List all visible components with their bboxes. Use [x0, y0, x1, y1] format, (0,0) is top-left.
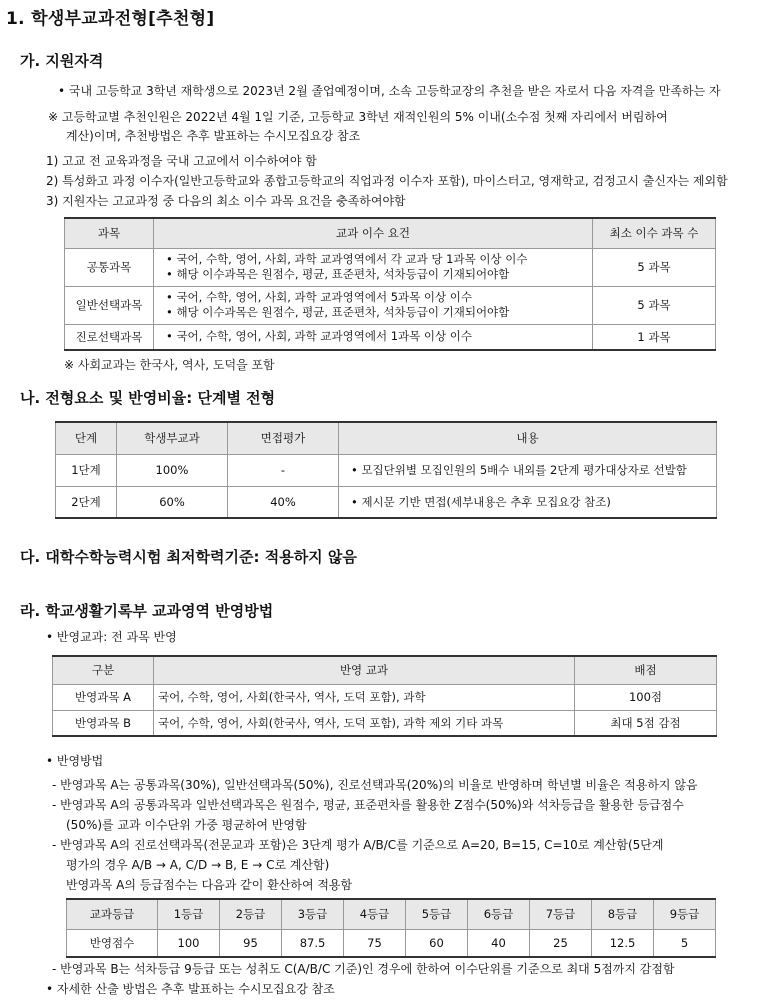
- method-line-4: - 반영과목 B는 석차등급 9등급 또는 성취도 C(A/B/C 기준)인 경우에 한하여 이수단위를 기준으로 최대 5점까지 감점함: [52, 962, 675, 976]
- content-cell: • 모집단위별 모집인원의 5배수 내외를 2단계 평가대상자로 선발함: [339, 454, 717, 486]
- table-header: 반영 교과: [154, 656, 575, 684]
- table-row: [56, 486, 717, 518]
- table-header: 면접평가: [228, 422, 339, 454]
- grade-header: 5등급: [406, 899, 468, 929]
- grade-score-cell: 40: [468, 929, 530, 957]
- requirement-item-3: 3) 지원자는 고교과정 중 다음의 최소 이수 과목 요건을 충족하여야함: [46, 194, 406, 208]
- grade-header: 1등급: [158, 899, 220, 929]
- table-row: [65, 248, 716, 286]
- method-line-3b: 평가의 경우 A/B → A, C/D → B, E → C로 계산함): [66, 858, 330, 872]
- grade-score-cell: 25: [530, 929, 592, 957]
- grade-score-cell: 75: [344, 929, 406, 957]
- table-row: [67, 929, 716, 957]
- subjects-cell: 국어, 수학, 영어, 사회(한국사, 역사, 도덕 포함), 과학: [154, 684, 575, 710]
- grade-score-cell: 12.5: [592, 929, 654, 957]
- table-header: 교과 이수 요건: [154, 218, 593, 248]
- grade-header: 6등급: [468, 899, 530, 929]
- table-header: 학생부교과: [117, 422, 228, 454]
- grade-score-cell: 100: [158, 929, 220, 957]
- subjects-cell: 국어, 수학, 영어, 사회(한국사, 역사, 도덕 포함), 과학 제외 기타 과목: [154, 710, 575, 736]
- table-row: [53, 710, 717, 736]
- recommend-note-line1: ※ 고등학교별 추천인원은 2022년 4월 1일 기준, 고등학교 3학년 재적인원의 5% 이내(소수점 첫째 자리에서 버림하여: [48, 110, 668, 124]
- table-row: [53, 684, 717, 710]
- row-label: 반영점수: [67, 929, 158, 957]
- method-line-1: - 반영과목 A는 공통과목(30%), 일반선택과목(50%), 진로선택과목(20%)의 비율로 반영하며 학년별 비율은 적용하지 않음: [52, 778, 698, 792]
- school-record-cell: 100%: [117, 454, 228, 486]
- grade-score-cell: 95: [220, 929, 282, 957]
- table-header: 배점: [575, 656, 717, 684]
- stage-cell: 2단계: [56, 486, 117, 518]
- subject-cell: 공통과목: [65, 248, 154, 286]
- requirement-item-1: 1) 고교 전 교육과정을 국내 고교에서 이수하여야 함: [46, 154, 317, 168]
- score-cell: 최대 5점 감점: [575, 710, 717, 736]
- reflected-subject-table: [52, 655, 717, 737]
- count-cell: 1 과목: [593, 324, 716, 350]
- grade-header: 7등급: [530, 899, 592, 929]
- table-header: 교과등급: [67, 899, 158, 929]
- method-title: • 반영방법: [46, 754, 104, 768]
- reflected-subjects-text: • 반영교과: 전 과목 반영: [46, 630, 177, 644]
- interview-cell: 40%: [228, 486, 339, 518]
- table-row: [56, 454, 717, 486]
- interview-cell: -: [228, 454, 339, 486]
- method-line-2a: - 반영과목 A의 공통과목과 일반선택과목은 원점수, 평균, 표준편차를 활용한 Z점수(50%)와 석차등급을 활용한 등급점수: [52, 798, 684, 812]
- section-ra-heading: 라. 학교생활기록부 교과영역 반영방법: [20, 602, 274, 620]
- table-header: 내용: [339, 422, 717, 454]
- grade-header: 2등급: [220, 899, 282, 929]
- requirement-line: • 해당 이수과목은 원점수, 평균, 표준편차, 석차등급이 기재되어야함: [166, 267, 510, 281]
- subject-cell: 일반선택과목: [65, 286, 154, 324]
- type-cell: 반영과목 B: [53, 710, 154, 736]
- grade-header: 9등급: [654, 899, 716, 929]
- method-line-2b: (50%)를 교과 이수단위 가중 평균하여 반영함: [66, 818, 307, 832]
- section-da-heading: 다. 대학수학능력시험 최저학력기준: 적용하지 않음: [20, 548, 357, 566]
- stage-cell: 1단계: [56, 454, 117, 486]
- requirement-line: • 국어, 수학, 영어, 사회, 과학 교과영역에서 1과목 이상 이수: [166, 329, 473, 344]
- subject-cell: 진로선택과목: [65, 324, 154, 350]
- social-subject-note: ※ 사회교과는 한국사, 역사, 도덕을 포함: [64, 358, 275, 372]
- table-row: [65, 324, 716, 350]
- requirement-line: • 국어, 수학, 영어, 사회, 과학 교과영역에서 5과목 이상 이수: [166, 290, 473, 304]
- detail-reference-text: • 자세한 산출 방법은 추후 발표하는 수시모집요강 참조: [46, 982, 335, 996]
- table-header: 단계: [56, 422, 117, 454]
- school-record-cell: 60%: [117, 486, 228, 518]
- count-cell: 5 과목: [593, 248, 716, 286]
- selection-stage-table: [55, 421, 717, 519]
- grade-header: 8등급: [592, 899, 654, 929]
- section-na-heading: 나. 전형요소 및 반영비율: 단계별 전형: [20, 389, 276, 407]
- table-header: 과목: [65, 218, 154, 248]
- requirement-line: • 국어, 수학, 영어, 사회, 과학 교과영역에서 각 교과 당 1과목 이상 이수: [166, 252, 528, 266]
- score-cell: 100점: [575, 684, 717, 710]
- section-ga-heading: 가. 지원자격: [20, 52, 104, 70]
- eligibility-text: • 국내 고등학교 3학년 재학생으로 2023년 2월 졸업예정이며, 소속 고등학교장의 추천을 받은 자로서 다음 자격을 만족하는 자: [58, 84, 721, 98]
- grade-score-table: [66, 898, 716, 958]
- table-header: 구분: [53, 656, 154, 684]
- grade-header: 3등급: [282, 899, 344, 929]
- course-requirement-table: [64, 217, 716, 351]
- count-cell: 5 과목: [593, 286, 716, 324]
- document-title: 1. 학생부교과전형[추천형]: [6, 9, 215, 29]
- grade-score-cell: 5: [654, 929, 716, 957]
- type-cell: 반영과목 A: [53, 684, 154, 710]
- requirement-item-2: 2) 특성화고 과정 이수자(일반고등학교와 종합고등학교의 직업과정 이수자 포함), 마이스터고, 영재학교, 검정고시 출신자는 제외함: [46, 174, 728, 188]
- grade-header: 4등급: [344, 899, 406, 929]
- requirement-line: • 해당 이수과목은 원점수, 평균, 표준편차, 석차등급이 기재되어야함: [166, 305, 510, 319]
- grade-score-cell: 87.5: [282, 929, 344, 957]
- recommend-note-line2: 계산)이며, 추천방법은 추후 발표하는 수시모집요강 참조: [66, 129, 361, 143]
- grade-score-cell: 60: [406, 929, 468, 957]
- table-header: 최소 이수 과목 수: [593, 218, 716, 248]
- method-line-3a: - 반영과목 A의 진로선택과목(전문교과 포함)은 3단계 평가 A/B/C를 기준으로 A=20, B=15, C=10로 계산함(5단계: [52, 838, 664, 852]
- content-cell: • 제시문 기반 면접(세부내용은 추후 모집요강 참조): [339, 486, 717, 518]
- table-row: [65, 286, 716, 324]
- method-line-3c: 반영과목 A의 등급점수는 다음과 같이 환산하여 적용함: [66, 878, 353, 892]
